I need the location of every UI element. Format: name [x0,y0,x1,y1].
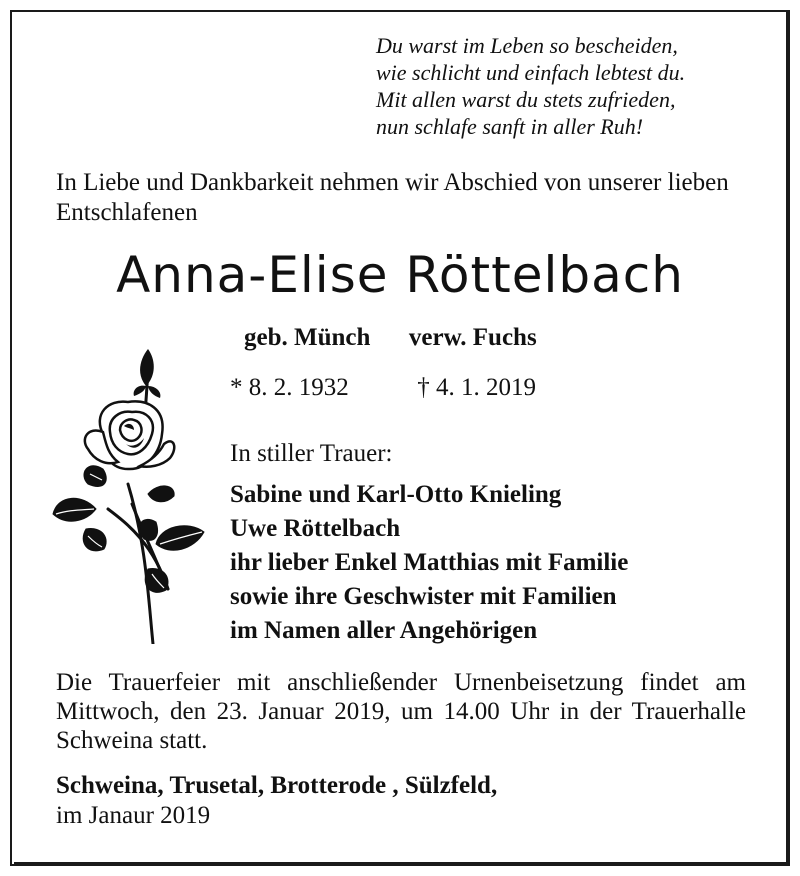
places: Schweina, Trusetal, Brotterode , Sülzfeld, [56,772,498,799]
mourners-list [230,478,628,648]
mourner: Sabine und Karl-Otto Knieling [230,481,562,508]
birth-date: * 8. 2. 1932 [230,374,349,401]
date-line: im Janaur 2019 [56,802,211,829]
widowed-name: verw. Fuchs [408,324,537,351]
poem-line: nun schlafe sanft in aller Ruh! [376,114,644,139]
maiden-name: geb. Münch [244,324,371,351]
poem-line: Du warst im Leben so bescheiden, [376,33,678,58]
intro-text: In Liebe und Dankbarkeit nehmen wir Abschied von unserer lieben Entschlafenen [56,169,729,226]
rose-icon [48,344,208,644]
grief-label: In stiller Trauer: [230,440,393,467]
mourner: im Namen aller Angehörigen [230,617,538,644]
poem [376,32,685,140]
deceased-name: Anna-Elise Röttelbach [116,246,684,304]
service-text: Die Trauerfeier mit anschließender Urnenbeisetzung findet am Mittwoch, den 23. Januar 2019, um 14.00 Uhr in der Trauerhalle Schweina statt. [56,669,746,754]
poem-line: wie schlicht und einfach lebtest du. [376,60,686,85]
mourner: ihr lieber Enkel Matthias mit Familie [230,549,629,576]
mourner: sowie ihre Geschwister mit Familien [230,583,617,610]
life-dates [230,374,536,402]
poem-line: Mit allen warst du stets zufrieden, [376,87,676,112]
name-details [244,324,537,352]
mourner: Uwe Röttelbach [230,515,401,542]
death-date: † 4. 1. 2019 [417,374,536,401]
